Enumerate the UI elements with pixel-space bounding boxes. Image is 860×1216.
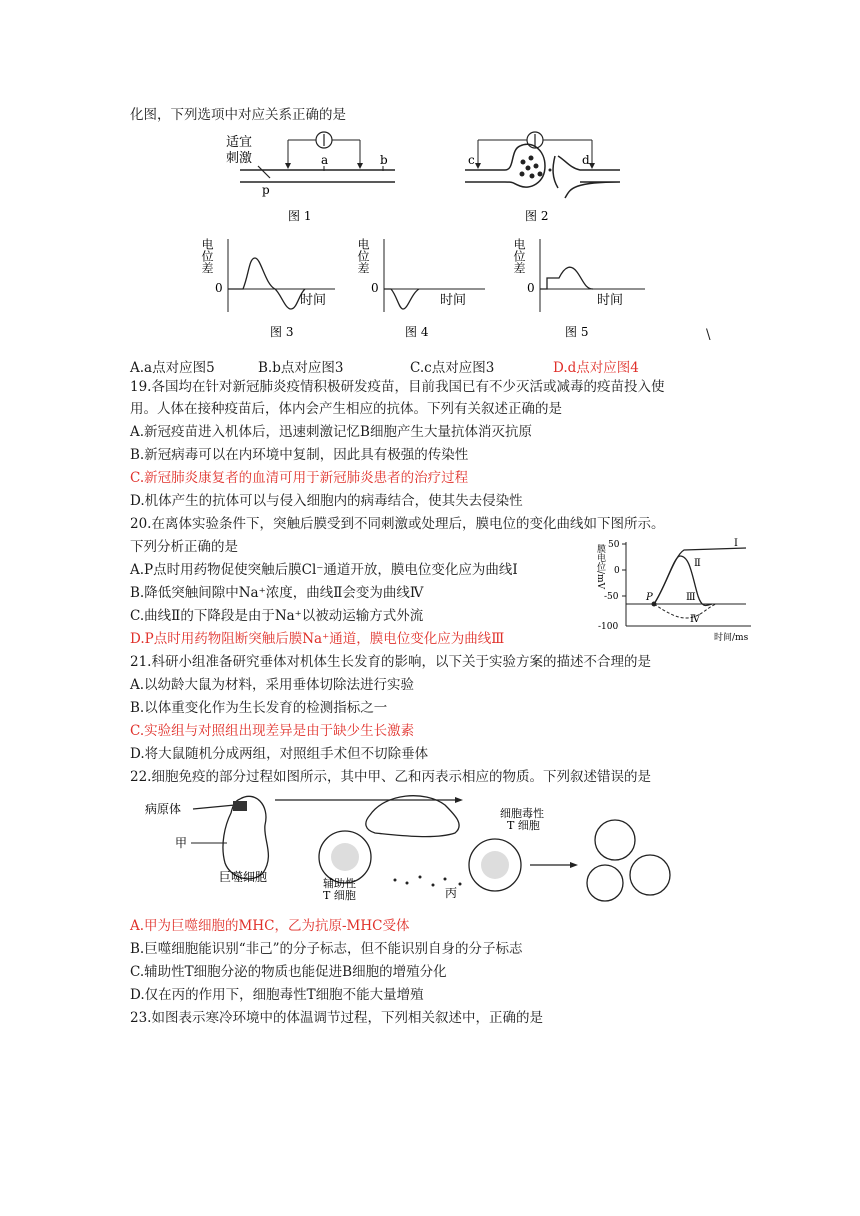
svg-text:0: 0: [371, 281, 379, 295]
infected-cell-icon: [366, 796, 459, 837]
q21-option-d: D.将大鼠随机分成两组，对照组手术但不切除垂体: [130, 746, 429, 762]
q18-option-c: C.c点对应图3: [410, 360, 495, 376]
q19-option-d: D.机体产生的抗体可以与侵入细胞内的病毒结合，使其失去侵染性: [130, 493, 523, 509]
svg-text:辅助性: 辅助性: [323, 877, 356, 890]
svg-text:图 1: 图 1: [288, 209, 312, 223]
svg-text:p: p: [262, 183, 270, 197]
svg-text:c: c: [468, 153, 475, 167]
stray-backslash: \: [706, 327, 711, 343]
q20-option-b: B.降低突触间隙中Na⁺浓度，曲线Ⅱ会变为曲线Ⅳ: [130, 585, 424, 601]
q22-option-a: A.甲为巨噬细胞的MHC，乙为抗原-MHC受体: [130, 918, 410, 934]
q22-option-d: D.仅在丙的作用下，细胞毒性T细胞不能大量增殖: [130, 987, 424, 1003]
q18-option-a: A.a点对应图5: [130, 360, 215, 376]
svg-text:Ⅰ: Ⅰ: [734, 538, 738, 549]
svg-text:T 细胞: T 细胞: [507, 819, 540, 832]
svg-text:Ⅳ: Ⅳ: [690, 614, 700, 625]
stim-arrow-icon: [258, 166, 270, 178]
svg-text:时间/ms: 时间/ms: [714, 633, 749, 643]
q19-option-b: B.新冠病毒可以在内环境中复制，因此具有极强的传染性: [130, 447, 469, 463]
svg-text:图 3: 图 3: [270, 325, 294, 339]
stim-label-2: 刺激: [226, 151, 253, 166]
question-18-stem-tail: 化图，下列选项中对应关系正确的是: [130, 107, 346, 123]
svg-text:膜电位/mV: 膜电位/mV: [595, 544, 605, 590]
svg-text:电位差: 电位差: [512, 238, 526, 274]
svg-text:0: 0: [215, 281, 223, 295]
svg-text:甲: 甲: [175, 836, 188, 850]
q21-stem: 21.科研小组准备研究垂体对机体生长发育的影响，以下关于实验方案的描述不合理的是: [130, 654, 651, 670]
q19-option-a: A.新冠疫苗进入机体后，迅速刺激记忆B细胞产生大量抗体消灭抗原: [130, 424, 532, 440]
q19-stem-1: 19.各国均在针对新冠肺炎疫情积极研发疫苗，目前我国已有不少灭活或减毒的疫苗投入使: [130, 379, 665, 395]
q21-option-b: B.以体重变化作为生长发育的检测指标之一: [130, 700, 388, 716]
svg-text:图 2: 图 2: [525, 209, 549, 223]
svg-text:d: d: [582, 153, 590, 167]
q21-option-a: A.以幼龄大鼠为材料，采用垂体切除法进行实验: [130, 677, 415, 693]
q19-stem-2: 用。人体在接种疫苗后，体内会产生相应的抗体。下列有关叙述正确的是: [130, 401, 562, 417]
svg-text:电位差: 电位差: [200, 238, 214, 274]
q22-stem: 22.细胞免疫的部分过程如图所示，其中甲、乙和丙表示相应的物质。下列叙述错误的是: [130, 769, 651, 785]
svg-text:细胞毒性: 细胞毒性: [500, 807, 544, 820]
svg-text:电位差: 电位差: [356, 238, 370, 274]
svg-text:时间: 时间: [300, 293, 327, 308]
svg-text:0: 0: [527, 281, 535, 295]
q18-option-b: B.b点对应图3: [258, 360, 344, 376]
svg-text:时间: 时间: [597, 293, 624, 308]
svg-text:a: a: [321, 153, 329, 167]
q18-option-d: D.d点对应图4: [553, 360, 639, 376]
svg-text:-100: -100: [598, 622, 619, 632]
svg-text:0: 0: [614, 566, 620, 576]
membrane-potential-chart: [586, 536, 756, 644]
q21-option-c: C.实验组与对照组出现差异是由于缺少生长激素: [130, 723, 415, 739]
svg-text:-50: -50: [604, 592, 619, 602]
q20-option-c: C.曲线Ⅱ的下降段是由于Na⁺以被动运输方式外流: [130, 608, 424, 624]
q23-stem: 23.如图表示寒冷环境中的体温调节过程，下列相关叙述中，正确的是: [130, 1010, 543, 1026]
stim-label-1: 适宜: [226, 135, 253, 150]
svg-text:b: b: [380, 153, 388, 167]
question-18-options: [130, 356, 730, 374]
figure-3-4-5: [195, 234, 655, 344]
svg-text:时间: 时间: [440, 293, 467, 308]
svg-text:T 细胞: T 细胞: [323, 889, 356, 902]
q22-option-c: C.辅助性T细胞分泌的物质也能促进B细胞的增殖分化: [130, 964, 447, 980]
svg-text:图 4: 图 4: [405, 325, 429, 339]
svg-text:病原体: 病原体: [145, 802, 182, 816]
svg-text:Ⅱ: Ⅱ: [694, 558, 701, 569]
q20-stem-2: 下列分析正确的是: [130, 539, 238, 555]
q22-option-b: B.巨噬细胞能识别“非己”的分子标志，但不能识别自身的分子标志: [130, 941, 523, 957]
svg-text:丙: 丙: [445, 886, 458, 900]
svg-text:巨噬细胞: 巨噬细胞: [219, 870, 268, 884]
svg-text:P: P: [646, 592, 653, 603]
q20-option-a: A.P点时用药物促使突触后膜Cl⁻通道开放，膜电位变化应为曲线Ⅰ: [130, 562, 518, 578]
svg-text:Ⅲ: Ⅲ: [686, 592, 696, 603]
figure-1-2: [220, 128, 630, 228]
svg-text:图 5: 图 5: [565, 325, 589, 339]
q20-option-d: D.P点时用药物阻断突触后膜Na⁺通道，膜电位变化应为曲线Ⅲ: [130, 631, 505, 647]
cell-immunity-figure: [145, 785, 705, 905]
svg-text:50: 50: [608, 540, 620, 550]
q19-option-c: C.新冠肺炎康复者的血清可用于新冠肺炎患者的治疗过程: [130, 470, 469, 486]
q20-stem-1: 20.在离体实验条件下，突触后膜受到不同刺激或处理后，膜电位的变化曲线如下图所示。: [130, 516, 665, 532]
